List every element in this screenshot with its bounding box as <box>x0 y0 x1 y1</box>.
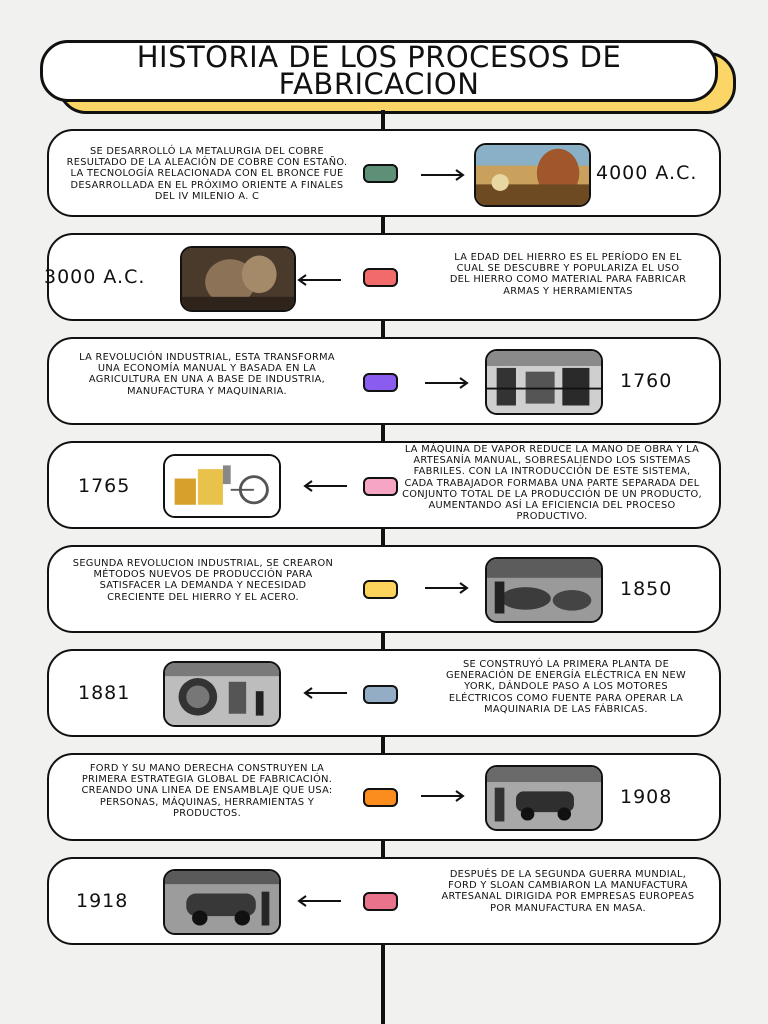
ford-assembly-line-photo <box>485 765 603 831</box>
event-description: LA REVOLUCIÓN INDUSTRIAL, ESTA TRANSFORMA UNA ECONOMÍA MANUAL Y BASADA EN LA AGRICULTURA EN UNA A BASE DE INDUSTRIA, MANUFACTURA Y MAQUINARIA. <box>79 352 335 397</box>
event-year: 4000 A.C. <box>596 162 698 184</box>
power-plant-photo <box>163 661 281 727</box>
bronze-age-photo <box>474 143 591 207</box>
event-year: 3000 A.C. <box>44 266 146 288</box>
event-year: 1850 <box>620 578 673 600</box>
arrow-right-icon <box>420 790 466 802</box>
event-description: DESPUÉS DE LA SEGUNDA GUERRA MUNDIAL, FORD Y SLOAN CAMBIARON LA MANUFACTURA ARTESANAL DIRIGIDA POR EMPRESAS EUROPEAS POR MANUFACTURA EN MASA. <box>441 869 695 914</box>
title-box <box>40 40 718 102</box>
arrow-left-icon <box>296 895 342 907</box>
timeline-node <box>363 373 398 392</box>
event-year: 1881 <box>78 682 131 704</box>
timeline-node <box>363 788 398 807</box>
arrow-left-icon <box>302 480 348 492</box>
industrial-revolution-photo <box>485 349 603 415</box>
second-industrial-revolution-photo <box>485 557 603 623</box>
arrow-right-icon <box>424 582 470 594</box>
event-description: FORD Y SU MANO DERECHA CONSTRUYEN LA PRIMERA ESTRATEGIA GLOBAL DE FABRICACIÓN. CREANDO UNA LINEA DE ENSAMBLAJE QUE USA: PERSONAS, MÁQUINAS, HERRAMIENTAS Y PRODUCTOS. <box>81 763 333 819</box>
event-description: LA EDAD DEL HIERRO ES EL PERÍODO EN EL CUAL SE DESCUBRE Y POPULARIZA EL USO DEL HIERRO COMO MATERIAL PARA FABRICAR ARMAS Y HERRAMIENTAS <box>449 252 687 297</box>
arrow-right-icon <box>420 169 466 181</box>
event-year: 1918 <box>76 890 129 912</box>
event-year: 1765 <box>78 475 131 497</box>
event-year: 1908 <box>620 786 673 808</box>
arrow-left-icon <box>302 687 348 699</box>
steam-engine-photo <box>163 454 281 518</box>
mass-production-photo <box>163 869 281 935</box>
timeline-node <box>363 580 398 599</box>
event-description: SE DESARROLLÓ LA METALURGIA DEL COBRE RESULTADO DE LA ALEACIÓN DE COBRE CON ESTAÑO. LA TECNOLOGÍA RELACIONADA CON EL BRONCE FUE DESARROLLADA EN EL PRÓXIMO ORIENTE A FINALES DEL IV MILENIO A. C <box>66 146 348 202</box>
arrow-right-icon <box>424 377 470 389</box>
timeline-node <box>363 685 398 704</box>
page-title: HISTORIA DE LOS PROCESOS DE FABRICACION <box>136 40 622 101</box>
event-description: LA MÁQUINA DE VAPOR REDUCE LA MANO DE OBRA Y LA ARTESANÍA MANUAL, SOBRESALIENDO LOS SISTEMAS FABRILES. CON LA INTRODUCCIÓN DE ESTE SISTEMA, CADA TRABAJADOR FORMABA UNA PARTE SEPARADA DEL CONJUNTO TOTAL DE LA PRODUCCIÓN DE UN PRODUCTO, AUMENTANDO ASÍ LA EFICIENCIA DEL PROCESO PRODUCTIVO. <box>402 444 702 523</box>
event-year: 1760 <box>620 370 673 392</box>
timeline-node <box>363 268 398 287</box>
timeline-node <box>363 477 398 496</box>
timeline-node <box>363 164 398 183</box>
timeline-node <box>363 892 398 911</box>
arrow-left-icon <box>296 274 342 286</box>
iron-age-photo <box>180 246 296 312</box>
event-description: SE CONSTRUYÓ LA PRIMERA PLANTA DE GENERACIÓN DE ENERGÍA ELÉCTRICA EN NEW YORK, DÁNDOLE PASO A LOS MOTORES ELÉCTRICOS COMO FUENTE PARA OPERAR LA MAQUINARIA DE LAS FÁBRICAS. <box>445 659 687 715</box>
event-description: SEGUNDA REVOLUCION INDUSTRIAL, SE CREARON MÉTODOS NUEVOS DE PRODUCCIÓN PARA SATISFACER LA DEMANDA Y NECESIDAD CRECIENTE DEL HIERRO Y EL ACERO. <box>72 558 334 603</box>
